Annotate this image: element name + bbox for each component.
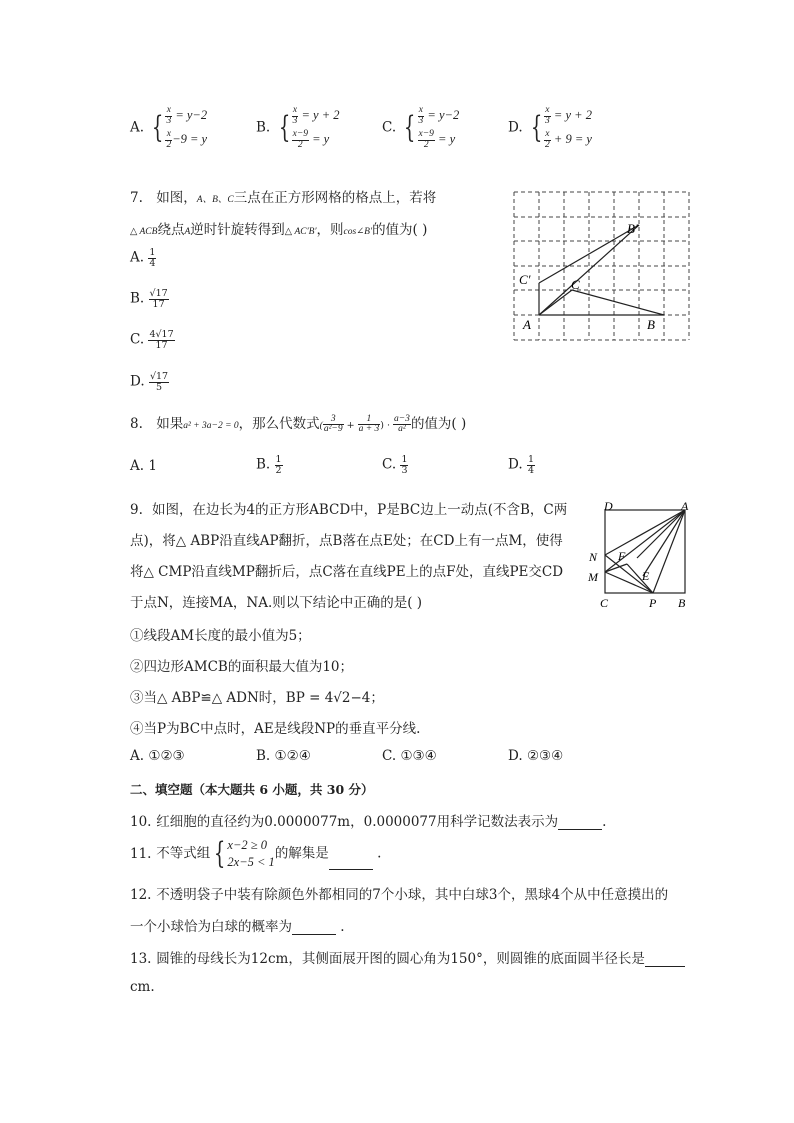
q9-option-b: B. ①②④ bbox=[256, 748, 311, 764]
inequality-system: { x−2 ≥ 0 2x−5 < 1 bbox=[214, 836, 275, 871]
answer-blank[interactable] bbox=[558, 815, 602, 830]
label-a: A bbox=[681, 499, 689, 513]
q7-option-c: C. $\frac{4√17}{17}$ bbox=[130, 329, 174, 351]
q11-line: 11. 不等式组 { x−2 ≥ 0 2x−5 < 1 的解集是 . bbox=[130, 836, 382, 871]
q13-line1: 13. 圆锥的母线长为12cm，其侧面展开图的圆心角为150°，则圆锥的底面圆半径长是 bbox=[130, 947, 685, 967]
label-n: N bbox=[589, 550, 598, 564]
q7-line2: △ ACB绕点A逆时针旋转得到△ AC′B′，则cos∠B′的值为( ) bbox=[130, 222, 428, 238]
point-label-a: A bbox=[523, 317, 531, 332]
equation-system: { $\frac{x}{3}$ = y−2 $\frac{x-9}{2}$ = y bbox=[404, 105, 460, 150]
q6-option-d bbox=[508, 106, 592, 150]
option-label: B. bbox=[256, 119, 271, 136]
answer-blank[interactable] bbox=[329, 855, 373, 870]
label-p: P bbox=[649, 596, 657, 610]
section-heading: 二、填空题（本大题共 6 小题，共 30 分） bbox=[130, 782, 374, 797]
equation-system: { $\frac{x}{3}$ = y−2 $\frac{x}{2}$ −9 = y bbox=[152, 105, 208, 150]
q9-line1: 9. 如图，在边长为4的正方形ABCD中，P是BC边上一动点(不含B，C两 bbox=[130, 502, 568, 518]
label-m: M bbox=[588, 570, 598, 584]
label-f: F bbox=[618, 549, 626, 563]
answer-blank[interactable] bbox=[292, 920, 336, 935]
label-b: B bbox=[678, 596, 686, 610]
q6-option-b bbox=[256, 106, 340, 150]
q6-option-c bbox=[382, 106, 459, 150]
q9-option-d: D. ②③④ bbox=[508, 748, 564, 764]
point-label-c: C bbox=[571, 277, 580, 292]
q9-option-a: A. ①②③ bbox=[130, 748, 185, 764]
option-label: C. bbox=[382, 119, 397, 136]
equation-system: { $\frac{x}{3}$ = y + 2 $\frac{x-9}{2}$ = y bbox=[278, 105, 340, 150]
label-e: E bbox=[642, 569, 650, 583]
point-label-b-prime: B′ bbox=[627, 221, 638, 236]
q12-line1: 12. 不透明袋子中装有除颜色外都相同的7个小球，其中白球3个，黑球4个从中任意摸出的 bbox=[130, 887, 669, 903]
q9-statement-3: ③当△ ABP≌△ ADN时，BP = 4√2−4； bbox=[130, 690, 384, 706]
q9-statement-4: ④当P为BC中点时，AE是线段NP的垂直平分线. bbox=[130, 721, 421, 737]
option-label: A. bbox=[130, 119, 145, 136]
point-label-c-prime: C′ bbox=[519, 272, 531, 287]
dashed-grid bbox=[514, 192, 689, 340]
q9-option-c: C. ①③④ bbox=[382, 748, 437, 764]
q8-option-c: C. $\frac{1}{3}$ bbox=[382, 454, 408, 476]
q9-statement-2: ②四边形AMCB的面积最大值为10； bbox=[130, 659, 354, 675]
q8-option-b: B. $\frac{1}{2}$ bbox=[256, 454, 282, 476]
q7-option-d: D. $\frac{√17}{5}$ bbox=[130, 371, 169, 393]
q9-line4: 于点N，连接MA，NA.则以下结论中正确的是( ) bbox=[130, 595, 423, 611]
q10-line: 10. 红细胞的直径约为0.0000077m，0.0000077用科学记数法表示为 . bbox=[130, 814, 607, 830]
q12-line2: 一个小球恰为白球的概率为 . bbox=[130, 919, 345, 935]
q7-grid-figure bbox=[512, 190, 692, 342]
q9-statement-1: ①线段AM长度的最小值为5； bbox=[130, 628, 311, 644]
q9-square-figure bbox=[585, 498, 695, 610]
equation-system: { $\frac{x}{3}$ = y + 2 $\frac{x}{2}$ + 9 = y bbox=[530, 105, 592, 150]
q7-option-a: A. $\frac{1}{4}$ bbox=[130, 247, 156, 269]
q7-line1: 7. 如图，A、B、C三点在正方形网格的格点上，若将 bbox=[130, 190, 437, 206]
q9-line2: 点)，将△ ABP沿直线AP翻折，点B落在点E处；在CD上有一点M，使得 bbox=[130, 533, 563, 549]
q9-line3: 将△ CMP沿直线MP翻折后，点C落在直线PE上的点F处，直线PE交CD bbox=[130, 564, 564, 580]
q6-option-a bbox=[130, 106, 207, 150]
q13-line2: cm. bbox=[130, 979, 155, 995]
label-d: D bbox=[604, 499, 613, 513]
q8-option-a: A. 1 bbox=[130, 458, 157, 474]
option-label: D. bbox=[508, 119, 523, 136]
q8-line: 8. 如果a² + 3a−2 = 0，那么代数式( $\frac{3}{\text{a²−9}}$ + $\frac{1}{a + 3}$ ) · $\frac{a-3}{\text{a²}}$ 的值为( ) bbox=[130, 413, 467, 434]
label-c: C bbox=[600, 596, 609, 610]
answer-blank[interactable] bbox=[645, 952, 685, 967]
q7-option-b: B. $\frac{√17}{17}$ bbox=[130, 288, 168, 310]
q8-option-d: D. $\frac{1}{4}$ bbox=[508, 454, 534, 476]
triangles bbox=[539, 225, 664, 315]
point-label-b: B bbox=[647, 317, 655, 332]
